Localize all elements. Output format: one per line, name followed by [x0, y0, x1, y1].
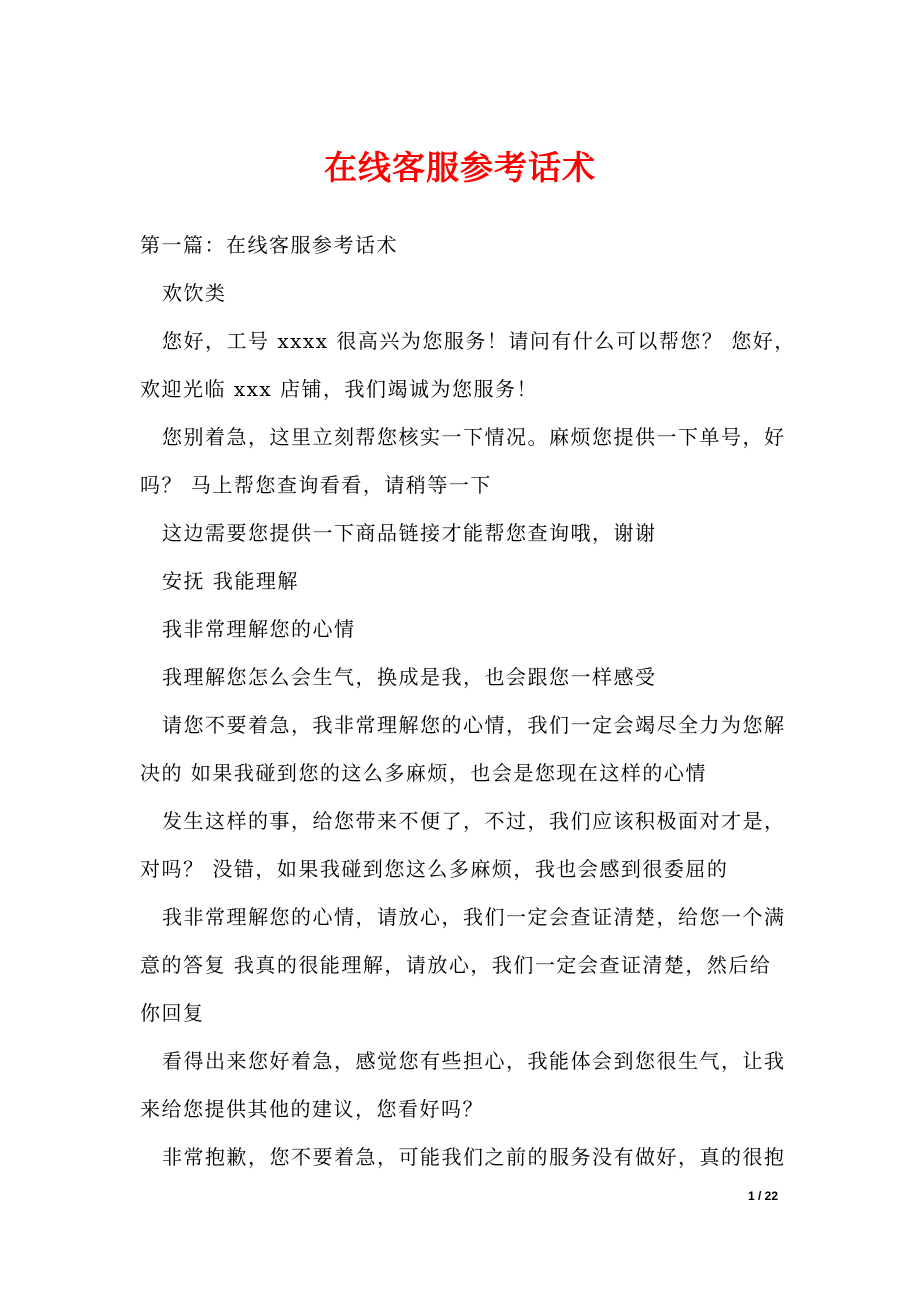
- text-line: 看得出来您好着急，感觉您有些担心，我能体会到您很生气，让我: [162, 1049, 786, 1073]
- paragraph: [140, 701, 790, 797]
- paragraph: [140, 605, 790, 653]
- paragraph: [140, 1037, 790, 1133]
- text-line: 决的 如果我碰到您的这么多麻烦，也会是您现在这样的心情: [140, 761, 707, 785]
- text-line: 欢迎光临 xxx 店铺，我们竭诚为您服务！: [140, 377, 539, 401]
- paragraph: [140, 893, 790, 1037]
- text-line: 我理解您怎么会生气，换成是我，也会跟您一样感受: [162, 665, 657, 689]
- paragraph: [140, 557, 790, 605]
- paragraph: [140, 509, 790, 557]
- text-line: 非常抱歉，您不要着急，可能我们之前的服务没有做好，真的很抱: [162, 1145, 786, 1169]
- text-line: 我非常理解您的心情: [162, 617, 356, 641]
- text-line: 对吗？ 没错，如果我碰到您这么多麻烦，我也会感到很委屈的: [140, 857, 729, 881]
- text-line: 您好，工号 xxxx 很高兴为您服务！请问有什么可以帮您？ 您好，: [162, 329, 796, 353]
- text-line: 意的答复 我真的很能理解，请放心，我们一定会查证清楚，然后给: [140, 953, 772, 977]
- page-number: 1 / 22: [748, 1189, 779, 1203]
- document-title: 在线客服参考话术: [324, 148, 596, 187]
- text-line: 欢饮类: [162, 281, 227, 305]
- text-line: 发生这样的事，给您带来不便了，不过，我们应该积极面对才是，: [162, 809, 786, 833]
- paragraph: [140, 797, 790, 893]
- text-line: 来给您提供其他的建议，您看好吗？: [140, 1097, 484, 1121]
- text-line: 这边需要您提供一下商品链接才能帮您查询哦，谢谢: [162, 521, 657, 545]
- text-line: 吗？ 马上帮您查询看看，请稍等一下: [140, 473, 492, 497]
- text-line: 第一篇：在线客服参考话术: [140, 233, 398, 257]
- text-line: 你回复: [140, 1001, 205, 1025]
- document-body: [140, 221, 796, 1181]
- paragraph: [140, 413, 790, 509]
- paragraph: [140, 1133, 790, 1181]
- paragraph: [140, 221, 790, 269]
- paragraph: [140, 269, 790, 317]
- text-line: 请您不要着急，我非常理解您的心情，我们一定会竭尽全力为您解: [162, 713, 786, 737]
- paragraph: [140, 653, 790, 701]
- text-line: 我非常理解您的心情，请放心，我们一定会查证清楚，给您一个满: [162, 905, 786, 929]
- text-line: 安抚 我能理解: [162, 569, 299, 593]
- text-line: 您别着急，这里立刻帮您核实一下情况。麻烦您提供一下单号，好: [162, 425, 786, 449]
- paragraph: [140, 317, 796, 413]
